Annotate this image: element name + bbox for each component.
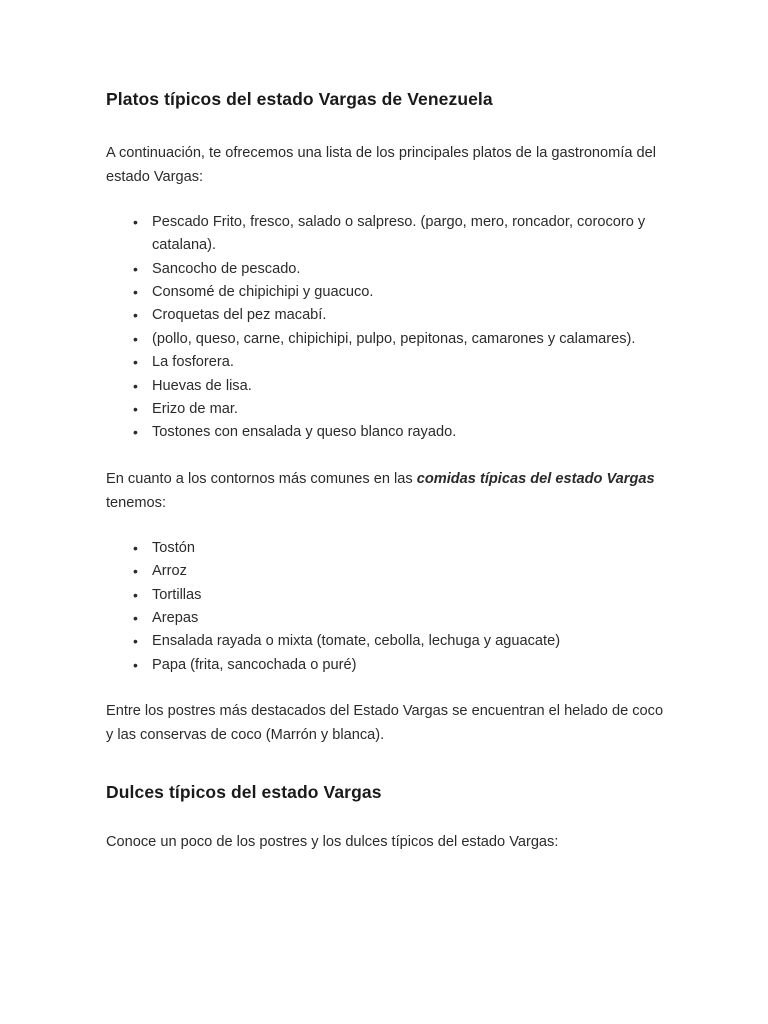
list-item: • Tostones con ensalada y queso blanco rayado. bbox=[152, 421, 668, 444]
page-title: Platos típicos del estado Vargas de Venezuela bbox=[106, 89, 493, 109]
sweets-heading: Dulces típicos del estado Vargas bbox=[106, 782, 382, 803]
sides-intro-paragraph bbox=[106, 467, 664, 515]
list-item: • Tostón bbox=[152, 537, 668, 560]
sides-intro-emphasis: comidas típicas del estado Vargas bbox=[416, 470, 655, 487]
intro-paragraph: A continuación, te ofrecemos una lista de los principales platos de la gastronomía del estado Vargas: bbox=[106, 144, 657, 185]
dishes-list bbox=[106, 211, 668, 445]
list-item: • La fosforera. bbox=[152, 351, 668, 374]
sides-list bbox=[106, 537, 668, 677]
list-item: • Arroz bbox=[152, 560, 668, 583]
list-item: • (pollo, queso, carne, chipichipi, pulpo, pepitonas, camarones y calamares). bbox=[152, 328, 668, 351]
list-item: • Tortillas bbox=[152, 584, 668, 607]
desserts-paragraph: Entre los postres más destacados del Estado Vargas se encuentran el helado de coco y las conservas de coco (Marrón y blanca). bbox=[106, 703, 664, 744]
list-item: • Huevas de lisa. bbox=[152, 375, 668, 398]
sides-intro-lead: En cuanto a los contornos más comunes en las bbox=[106, 470, 417, 487]
list-item: • Papa (frita, sancochada o puré) bbox=[152, 654, 668, 677]
sides-intro-tail: tenemos: bbox=[106, 494, 167, 511]
list-item: • Sancocho de pescado. bbox=[152, 258, 668, 281]
list-item: • Erizo de mar. bbox=[152, 398, 668, 421]
sweets-paragraph: Conoce un poco de los postres y los dulces típicos del estado Vargas: bbox=[106, 834, 559, 850]
list-item: • Consomé de chipichipi y guacuco. bbox=[152, 281, 668, 304]
list-item: • Pescado Frito, fresco, salado o salpreso. (pargo, mero, roncador, corocoro y catalana). bbox=[152, 211, 668, 258]
list-item: • Arepas bbox=[152, 607, 668, 630]
list-item: • Croquetas del pez macabí. bbox=[152, 304, 668, 327]
list-item: • Ensalada rayada o mixta (tomate, cebolla, lechuga y aguacate) bbox=[152, 630, 668, 653]
